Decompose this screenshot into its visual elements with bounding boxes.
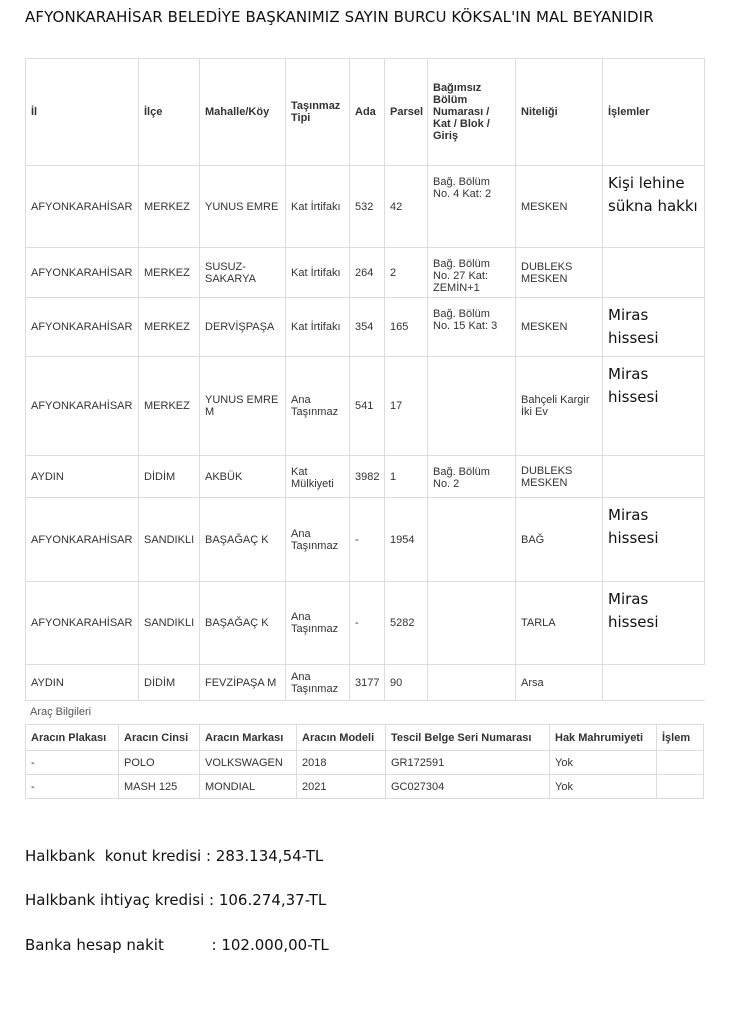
property-row xyxy=(26,456,705,498)
cell-islemler: Miras hissesi xyxy=(603,582,705,665)
cell-hak-mahrumiyeti: Yok xyxy=(550,751,657,775)
summary-line-banka-nakit xyxy=(25,936,329,954)
summary-label: Banka hesap nakit : xyxy=(25,936,222,954)
cell-niteligi: Bahçeli Kargir İki Ev xyxy=(516,357,603,456)
property-row xyxy=(26,357,705,456)
cell-cins: MASH 125 xyxy=(119,775,200,799)
cell-il: AYDIN xyxy=(26,456,139,498)
cell-niteligi: DUBLEKS MESKEN xyxy=(516,248,603,298)
cell-tasinmaz-tipi: Kat İrtifakı xyxy=(286,166,350,248)
summary-value: 106.274,37-TL xyxy=(218,891,327,909)
cell-islemler: Kişi lehine sükna hakkı xyxy=(603,166,705,248)
vehicle-header-row xyxy=(26,725,704,751)
cell-marka: VOLKSWAGEN xyxy=(200,751,297,775)
cell-plaka: - xyxy=(26,751,119,775)
cell-niteligi: BAĞ xyxy=(516,498,603,582)
cell-ilce: MERKEZ xyxy=(139,357,200,456)
cell-bagimsiz-bolum: Bağ. Bölüm No. 27 Kat: ZEMİN+1 xyxy=(428,248,516,298)
cell-parsel: 2 xyxy=(385,248,428,298)
property-header-row xyxy=(26,59,705,166)
cell-ada: 354 xyxy=(350,298,385,357)
cell-mahalle: AKBÜK xyxy=(200,456,286,498)
cell-mahalle: BAŞAĞAÇ K xyxy=(200,498,286,582)
vehicle-column-header: Hak Mahrumiyeti xyxy=(550,725,657,751)
property-column-header: Bağımsız Bölüm Numarası / Kat / Blok / Giriş xyxy=(428,59,516,166)
vehicle-column-header: Aracın Markası xyxy=(200,725,297,751)
cell-islemler: Miras hissesi xyxy=(603,298,705,357)
cell-ilce: MERKEZ xyxy=(139,298,200,357)
cell-il: AFYONKARAHİSAR xyxy=(26,298,139,357)
cell-tasinmaz-tipi: Ana Taşınmaz xyxy=(286,498,350,582)
cell-niteligi: Arsa xyxy=(516,665,603,701)
cell-niteligi: TARLA xyxy=(516,582,603,665)
cell-mahalle: FEVZİPAŞA M xyxy=(200,665,286,701)
cell-mahalle: YUNUS EMRE M xyxy=(200,357,286,456)
cell-hak-mahrumiyeti: Yok xyxy=(550,775,657,799)
property-table xyxy=(25,58,705,701)
property-column-header: Niteliği xyxy=(516,59,603,166)
cell-plaka: - xyxy=(26,775,119,799)
cell-ilce: MERKEZ xyxy=(139,248,200,298)
cell-bagimsiz-bolum xyxy=(428,498,516,582)
cell-tasinmaz-tipi: Kat Mülkiyeti xyxy=(286,456,350,498)
cell-bagimsiz-bolum: Bağ. Bölüm No. 4 Kat: 2 xyxy=(428,166,516,248)
cell-il: AFYONKARAHİSAR xyxy=(26,166,139,248)
cell-islemler xyxy=(603,456,705,498)
cell-islem xyxy=(657,751,704,775)
cell-ilce: SANDIKLI xyxy=(139,498,200,582)
cell-seri-numarasi: GR172591 xyxy=(386,751,550,775)
cell-parsel: 17 xyxy=(385,357,428,456)
cell-mahalle: SUSUZ-SAKARYA xyxy=(200,248,286,298)
property-column-header: Ada xyxy=(350,59,385,166)
document-title: AFYONKARAHİSAR BELEDİYE BAŞKANIMIZ SAYIN BURCU KÖKSAL'IN MAL BEYANIDIR xyxy=(25,8,654,26)
cell-parsel: 1 xyxy=(385,456,428,498)
cell-tasinmaz-tipi: Ana Taşınmaz xyxy=(286,357,350,456)
cell-mahalle: BAŞAĞAÇ K xyxy=(200,582,286,665)
property-column-header: İlçe xyxy=(139,59,200,166)
cell-ilce: MERKEZ xyxy=(139,166,200,248)
cell-islemler: Miras hissesi xyxy=(603,357,705,456)
cell-ada: 264 xyxy=(350,248,385,298)
vehicle-column-header: Aracın Plakası xyxy=(26,725,119,751)
vehicle-section-caption: Araç Bilgileri xyxy=(30,706,92,718)
cell-marka: MONDIAL xyxy=(200,775,297,799)
vehicle-row xyxy=(26,775,704,799)
cell-il: AFYONKARAHİSAR xyxy=(26,498,139,582)
property-column-header: İl xyxy=(26,59,139,166)
summary-value: 102.000,00-TL xyxy=(221,936,329,954)
cell-islemler: Miras hissesi xyxy=(603,498,705,582)
summary-line-konut-kredisi xyxy=(25,847,323,865)
property-column-header: Taşınmaz Tipi xyxy=(286,59,350,166)
cell-model: 2018 xyxy=(297,751,386,775)
cell-islem xyxy=(657,775,704,799)
cell-mahalle: YUNUS EMRE xyxy=(200,166,286,248)
cell-bagimsiz-bolum xyxy=(428,665,516,701)
cell-tasinmaz-tipi: Ana Taşınmaz xyxy=(286,665,350,701)
cell-parsel: 90 xyxy=(385,665,428,701)
cell-il: AFYONKARAHİSAR xyxy=(26,248,139,298)
vehicle-column-header: İşlem xyxy=(657,725,704,751)
cell-ada: 3177 xyxy=(350,665,385,701)
property-row xyxy=(26,248,705,298)
cell-islemler xyxy=(603,665,705,701)
property-row xyxy=(26,665,705,701)
cell-ilce: DİDİM xyxy=(139,665,200,701)
property-column-header: İşlemler xyxy=(603,59,705,166)
cell-ilce: SANDIKLI xyxy=(139,582,200,665)
cell-tasinmaz-tipi: Kat İrtifakı xyxy=(286,248,350,298)
cell-model: 2021 xyxy=(297,775,386,799)
cell-ada: 3982 xyxy=(350,456,385,498)
summary-line-ihtiyac-kredisi xyxy=(25,891,326,909)
property-row xyxy=(26,166,705,248)
cell-il: AFYONKARAHİSAR xyxy=(26,582,139,665)
cell-ada: - xyxy=(350,582,385,665)
cell-mahalle: DERVİŞPAŞA xyxy=(200,298,286,357)
cell-ada: 532 xyxy=(350,166,385,248)
property-column-header: Mahalle/Köy xyxy=(200,59,286,166)
summary-label: Halkbank konut kredisi : xyxy=(25,847,216,865)
cell-bagimsiz-bolum: Bağ. Bölüm No. 15 Kat: 3 xyxy=(428,298,516,357)
summary-label: Halkbank ihtiyaç kredisi : xyxy=(25,891,219,909)
vehicle-column-header: Aracın Modeli xyxy=(297,725,386,751)
vehicle-row xyxy=(26,751,704,775)
cell-niteligi: MESKEN xyxy=(516,166,603,248)
cell-tasinmaz-tipi: Kat İrtifakı xyxy=(286,298,350,357)
cell-parsel: 165 xyxy=(385,298,428,357)
cell-il: AFYONKARAHİSAR xyxy=(26,357,139,456)
cell-islemler xyxy=(603,248,705,298)
vehicle-table xyxy=(25,724,704,799)
property-row xyxy=(26,498,705,582)
vehicle-column-header: Aracın Cinsi xyxy=(119,725,200,751)
cell-il: AYDIN xyxy=(26,665,139,701)
cell-ilce: DİDİM xyxy=(139,456,200,498)
cell-bagimsiz-bolum: Bağ. Bölüm No. 2 xyxy=(428,456,516,498)
cell-bagimsiz-bolum xyxy=(428,582,516,665)
property-row xyxy=(26,298,705,357)
cell-ada: - xyxy=(350,498,385,582)
cell-parsel: 42 xyxy=(385,166,428,248)
summary-value: 283.134,54-TL xyxy=(215,847,324,865)
cell-seri-numarasi: GC027304 xyxy=(386,775,550,799)
cell-niteligi: MESKEN xyxy=(516,298,603,357)
property-row xyxy=(26,582,705,665)
cell-ada: 541 xyxy=(350,357,385,456)
property-column-header: Parsel xyxy=(385,59,428,166)
cell-tasinmaz-tipi: Ana Taşınmaz xyxy=(286,582,350,665)
cell-parsel: 1954 xyxy=(385,498,428,582)
cell-niteligi: DUBLEKS MESKEN xyxy=(516,456,603,498)
vehicle-column-header: Tescil Belge Seri Numarası xyxy=(386,725,550,751)
cell-parsel: 5282 xyxy=(385,582,428,665)
cell-cins: POLO xyxy=(119,751,200,775)
cell-bagimsiz-bolum xyxy=(428,357,516,456)
